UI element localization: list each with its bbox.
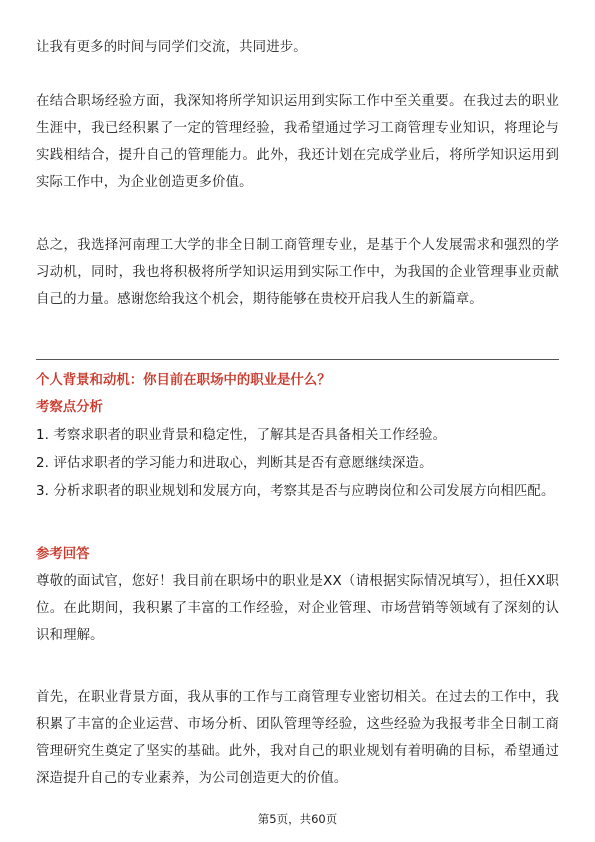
analysis-item-2: 2. 评估求职者的学习能力和进取心，判断其是否有意愿继续深造。 — [36, 456, 433, 471]
analysis-item-1: 1. 考察求职者的职业背景和稳定性，了解其是否具备相关工作经验。 — [36, 428, 447, 443]
intro-tail-paragraph: 让我有更多的时间与同学们交流，共同进步。 — [36, 40, 307, 55]
page-footer: 第5页，共60页 — [257, 812, 338, 826]
answer-heading: 参考回答 — [36, 547, 90, 562]
summary-paragraph: 总之，我选择河南理工大学的非全日制工商管理专业，是基于个人发展需求和强烈的学习动机，同时，我也将积极将所学知识运用到实际工作中，为我国的企业管理事业贡献自己的力量。感谢您给我这个机会，期待能够在贵校开启我人生的新篇章。 — [36, 238, 559, 307]
answer-paragraph-2: 首先，在职业背景方面，我从事的工作与工商管理专业密切相关。在过去的工作中，我积累了丰富的企业运营、市场分析、团队管理等经验，这些经验为我报考非全日制工商管理研究生奠定了坚实的基础。此外，我对自己的职业规划有着明确的目标，希望通过深造提升自己的专业素养，为公司创造更大的价值。 — [36, 690, 559, 786]
question-heading: 个人背景和动机：你目前在职场中的职业是什么？ — [36, 373, 331, 388]
answer-paragraph-1: 尊敬的面试官，您好！我目前在职场中的职业是XX（请根据实际情况填写），担任XX职位。在此期间，我积累了丰富的工作经验，对企业管理、市场营销等领域有了深刻的认识和理解。 — [36, 574, 559, 643]
section-divider — [36, 359, 559, 360]
analysis-item-3: 3. 分析求职者的职业规划和发展方向，考察其是否与应聘岗位和公司发展方向相匹配。 — [36, 484, 555, 499]
analysis-heading: 考察点分析 — [36, 400, 103, 415]
experience-paragraph: 在结合职场经验方面，我深知将所学知识运用到实际工作中至关重要。在我过去的职业生涯中，我已经积累了一定的管理经验，我希望通过学习工商管理专业知识，将理论与实践相结合，提升自己的管理能力。此外，我还计划在完成学业后，将所学知识运用到实际工作中，为企业创造更多价值。 — [36, 94, 559, 190]
